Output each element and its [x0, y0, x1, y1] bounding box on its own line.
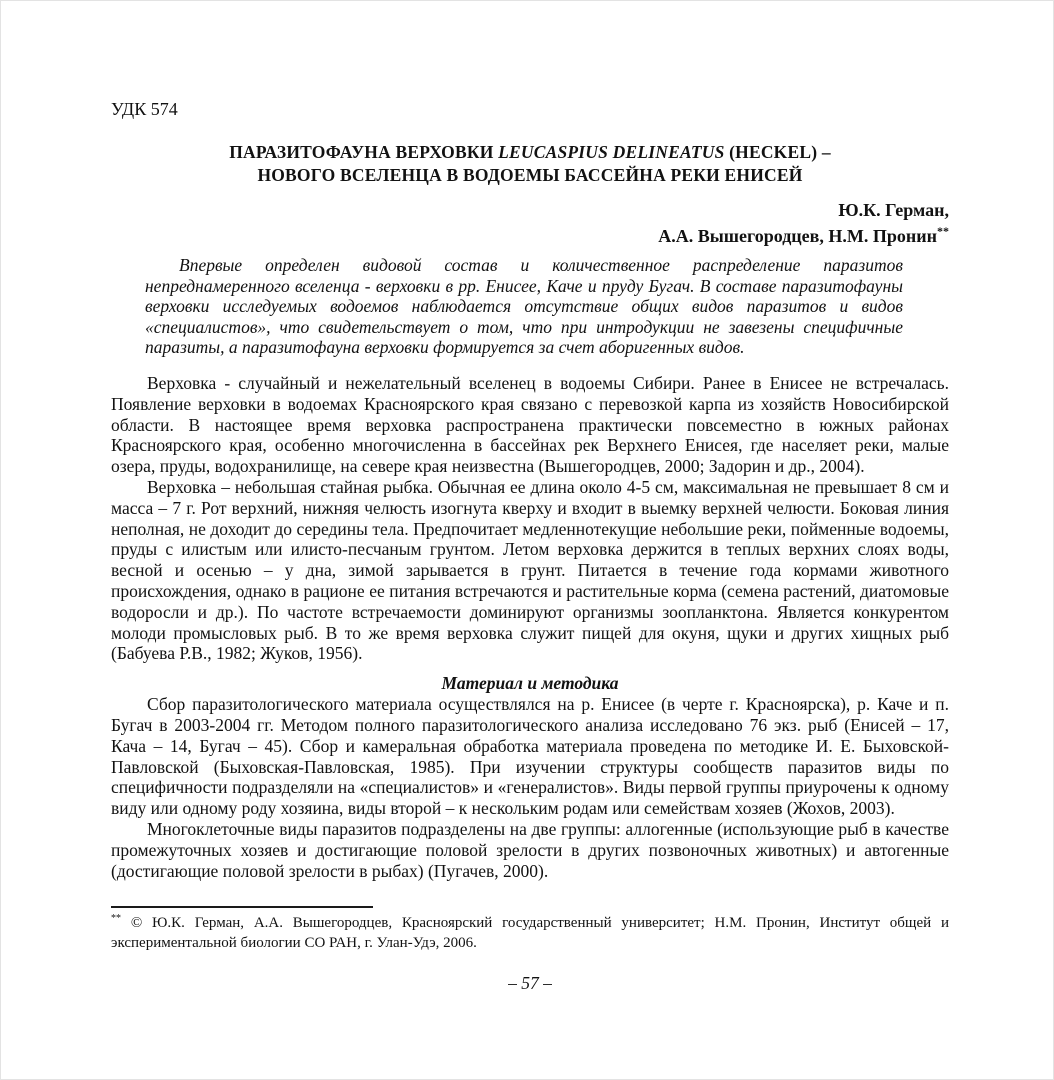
introduction-section: [111, 373, 949, 664]
methods-paragraph-1: Сбор паразитологического материала осуществлялся на р. Енисее (в черте г. Красноярска), р. Каче и п. Бугач в 2003-2004 гг. Методом полного паразитологического анализа исследовано 76 экз. рыб (Енисей – 17, Кача – 14, Бугач – 45). Сбор и камеральная обработка материала проведена по методике И. Е. Быховской-Павловской (Быховская-Павловская, 1985). При изучении структуры сообществ паразитов виды по специфичности подразделяли на «специалистов» и «генералистов». Виды первой группы приурочены к одному виду или одному роду хозяина, виды второй – к нескольким родам или семействам хозяев (Жохов, 2003).: [111, 694, 949, 819]
author-names: А.А. Вышегородцев, Н.М. Пронин: [658, 226, 937, 246]
footnote-block: [111, 906, 949, 953]
footnote-copyright: © Ю.К. Герман, А.А. Вышегородцев, Красноярский государственный университет; Н.М. Пронин, Институт общей и экспериментальной биологии СО РАН, г. Улан-Удэ, 2006.: [111, 915, 950, 952]
authors-block: [111, 197, 949, 249]
page-number: – 57 –: [508, 973, 552, 994]
footnote-text: [111, 913, 949, 953]
abstract-text: Впервые определен видовой состав и количественное распределение паразитов непреднамеренного вселенца - верховки в рр. Енисее, Каче и пруду Бугач. В составе паразитофауны верховки исследуемых водоемов наблюдается отсутствие общих видов паразитов и видов «специалистов», что свидетельствует о том, что при интродукции не завезены специфичные паразиты, а паразитофауна верховки формируется за счет аборигенных видов.: [145, 255, 903, 358]
species-name: LEUCASPIUS DELINEATUS: [498, 142, 725, 162]
footnote-divider: [111, 906, 373, 908]
article-title-line2: НОВОГО ВСЕЛЕНЦА В ВОДОЕМЫ БАССЕЙНА РЕКИ ЕНИСЕЙ: [257, 165, 803, 185]
author-footnote-marker: **: [937, 224, 949, 238]
methods-section: [111, 672, 949, 881]
author-line-2: [111, 223, 949, 249]
title-text-suffix: (HECKEL) –: [724, 142, 831, 162]
title-text-prefix: ПАРАЗИТОФАУНА ВЕРХОВКИ: [229, 142, 499, 162]
article-title: [111, 141, 949, 187]
section-heading-methods: Материал и методика: [441, 673, 619, 694]
intro-paragraph-1: Верховка - случайный и нежелательный вселенец в водоемы Сибири. Ранее в Енисее не встречалась. Появление верховки в водоемах Красноярского края связано с перевозкой карпа из хозяйств Новосибирской области. В настоящее время верховка распространена практически повсеместно в южных районах Красноярского края, особенно многочисленна в бассейнах рек Верхнего Енисея, где населяет реки, малые озера, пруды, водохранилище, на севере края неизвестна (Вышегородцев, 2000; Задорин и др., 2004).: [111, 372, 949, 477]
udc-code: УДК 574: [111, 99, 178, 119]
author-line-1: Ю.К. Герман,: [838, 200, 949, 220]
footnote-marker: **: [111, 913, 121, 925]
intro-paragraph-2: Верховка – небольшая стайная рыбка. Обычная ее длина около 4-5 см, максимальная не превышает 8 см и масса – 7 г. Рот верхний, нижняя челюсть изогнута кверху и входит в выемку верхней челюсти. Боковая линия неполная, не доходит до середины тела. Предпочитает медленнотекущие небольшие реки, пойменные водоемы, пруды с илистым или илисто-песчаным грунтом. Летом верховка держится в теплых верхних слоях воды, весной и осенью – у дна, зимой зарывается в грунт. Питается в течение года кормами животного происхождения, однако в рационе ее питания встречаются и растительные корма (семена растений, диатомовые водоросли и др.). По частоте встречаемости доминируют организмы зоопланктона. Является конкурентом молоди промысловых рыб. В то же время верховка служит пищей для окуня, щуки и других хищных рыб (Бабуева Р.В., 1982; Жуков, 1956).: [111, 476, 949, 664]
article-title-line1: [229, 142, 831, 162]
methods-paragraph-2: Многоклеточные виды паразитов подразделены на две группы: аллогенные (использующие рыб в качестве промежуточных хозяев и достигающие половой зрелости в других позвоночных животных) и автогенные (достигающие половой зрелости в рыбах) (Пугачев, 2000).: [111, 818, 949, 881]
